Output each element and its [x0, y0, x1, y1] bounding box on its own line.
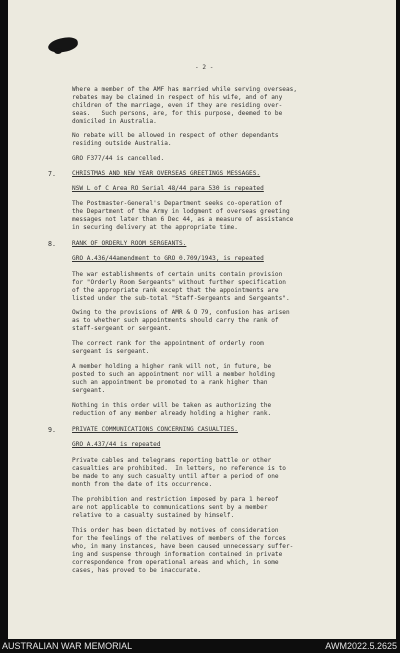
text-line: sergeant. [72, 387, 106, 394]
text-line: month from the date of its occurrence. [72, 481, 213, 488]
text-line: reduction of any member already holding a higher rank. [72, 410, 272, 417]
ink-blot [47, 36, 79, 54]
document-page [8, 0, 396, 639]
text-line: for the feelings of the relatives of members of the forces [72, 535, 286, 542]
section-number: 8. [48, 240, 56, 248]
text-line: GRO F377/44 is cancelled. [72, 155, 165, 162]
text-line: The war establishments of certain units contain provision [72, 271, 283, 278]
page-number: - 2 - [195, 64, 214, 71]
section-heading: PRIVATE COMMUNICATIONS CONCERNING CASUALTIES. [72, 426, 238, 433]
text-line: be made to any such casualty until after a period of one [72, 473, 279, 480]
text-line: relative to a casualty sustained by himself. [72, 512, 235, 519]
text-line: such an appointment be promoted to a rank higher than [72, 379, 268, 386]
text-line: The prohibition and restriction imposed by para 1 hereof [72, 496, 279, 503]
text-line: A member holding a higher rank will not, in future, be [72, 363, 272, 370]
text-line: domiciled in Australia. [72, 118, 157, 125]
text-line: Nothing in this order will be taken as authorizing the [72, 402, 272, 409]
section-reference: GRO A.437/44 is repeated [72, 441, 161, 448]
text-line: posted to such an appointment nor will a member holding [72, 371, 275, 378]
text-line: children of the marriage, even if they are residing over- [72, 102, 283, 109]
section-reference: NSW L of C Area RO Serial 48/44 para 530 is repeated [72, 185, 264, 192]
text-line: rebates may be claimed in respect of his wife, and of any [72, 94, 283, 101]
text-line: ing and suspense through information contained in private [72, 551, 283, 558]
text-line: Owing to the provisions of AMR & O 79, confusion has arisen [72, 309, 290, 316]
text-line: The Postmaster-General's Department seeks co-operation of [72, 200, 283, 207]
text-line: seas. Such persons, are, for this purpose, deemed to be [72, 110, 283, 117]
text-line: residing outside Australia. [72, 140, 172, 147]
text-line: for "Orderly Room Sergeants" without further specification [72, 279, 286, 286]
section-number: 9. [48, 426, 56, 434]
text-line: who, in many instances, have been caused unnecessary suffer- [72, 543, 294, 550]
text-line: casualties are prohibited. In letters, no reference is to [72, 465, 286, 472]
section-heading: CHRISTMAS AND NEW YEAR OVERSEAS GREETINGS MESSAGES. [72, 170, 261, 177]
text-line: Private cables and telegrams reporting battle or other [72, 457, 272, 464]
section-reference: GRO A.436/44amendment to GRO 0.709/1943, is repeated [72, 255, 264, 262]
text-line: No rebate will be allowed in respect of other dependants [72, 132, 279, 139]
section-heading: RANK OF ORDERLY ROOM SERGEANTS. [72, 240, 187, 247]
text-line: sergeant is sergeant. [72, 348, 150, 355]
text-line: are not applicable to communications sent by a member [72, 504, 268, 511]
text-line: listed under the sub-total "Staff-Sergeants and Sergeants". [72, 295, 290, 302]
footer-archive-name: AUSTRALIAN WAR MEMORIAL [2, 641, 133, 651]
text-line: The correct rank for the appointment of orderly room [72, 340, 264, 347]
section-number: 7. [48, 170, 56, 178]
ink-blot-drip [54, 48, 62, 54]
text-line: in securing delivery at the appropriate time. [72, 224, 238, 231]
text-line: cases, has proved to be inaccurate. [72, 567, 202, 574]
text-line: as to whether such appointments should carry the rank of [72, 317, 279, 324]
text-line: staff-sergeant or sergeant. [72, 325, 172, 332]
footer-record-id: AWM2022.5.2625 [325, 641, 397, 651]
text-line: correspondence from operational areas and which, in some [72, 559, 279, 566]
text-line: messages not later than 6 Dec 44, as a measure of assistance [72, 216, 294, 223]
text-line: the Department of the Army in lodgment of overseas greeting [72, 208, 290, 215]
text-line: of the appropriate rank except that the appointments are [72, 287, 279, 294]
text-line: This order has been dictated by motives of consideration [72, 527, 279, 534]
text-line: Where a member of the AMF has married while serving overseas, [72, 86, 298, 93]
